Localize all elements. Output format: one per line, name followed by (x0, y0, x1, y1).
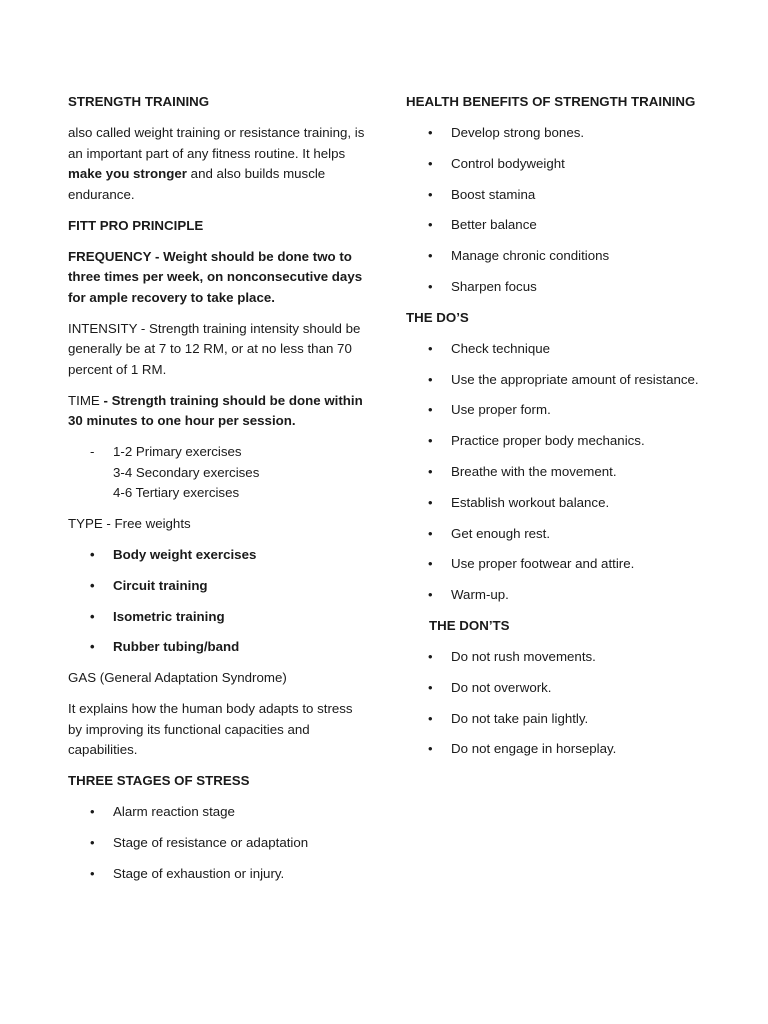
list-item-text: Use proper form. (451, 402, 551, 418)
list-item (68, 802, 368, 823)
list-item-text: Stage of exhaustion or injury. (113, 865, 285, 881)
list-item-text: Alarm reaction stage (113, 804, 235, 820)
list-item-text: Do not engage in horseplay. (451, 741, 617, 757)
exercise-item-primary: 1-2 Primary exercises (113, 444, 242, 459)
intensity-label: INTENSITY (68, 320, 138, 336)
bullet-icon: • (428, 125, 433, 140)
intro-bold-text: make you stronger (68, 166, 187, 181)
time-label: TIME (68, 392, 100, 408)
benefits-list (406, 123, 706, 297)
list-item (406, 123, 706, 144)
list-item (406, 585, 706, 606)
type-paragraph (68, 514, 368, 535)
fitt-pro-heading: FITT PRO PRINCIPLE (68, 217, 204, 233)
list-item (406, 339, 706, 360)
list-item (406, 554, 706, 575)
list-item (406, 524, 706, 545)
strength-training-intro (68, 123, 368, 205)
frequency-paragraph (68, 247, 368, 309)
bullet-icon: • (428, 402, 433, 418)
dos-list (406, 339, 706, 606)
bullet-icon: • (428, 340, 433, 356)
intensity-text: - Strength training intensity should be generally be at 7 to 12 RM, or at no less than 70 percent of 1 RM. (68, 320, 361, 377)
bullet-icon: • (90, 608, 95, 624)
bullet-icon: • (428, 710, 433, 726)
list-item (406, 493, 706, 514)
donts-heading: THE DON’TS (429, 617, 510, 633)
list-item-text: Use the appropriate amount of resistance. (451, 371, 699, 387)
bullet-icon: • (428, 248, 433, 264)
bullet-icon: • (428, 278, 433, 294)
bullet-icon: • (428, 463, 433, 479)
gas-description: It explains how the human body adapts to stress by improving its functional capacities and capabilities. (68, 701, 353, 758)
bullet-icon: • (428, 494, 433, 510)
bullet-icon: • (90, 865, 95, 881)
list-item-text: Stage of resistance or adaptation (113, 834, 309, 850)
list-item (406, 678, 706, 699)
list-item (406, 709, 706, 730)
list-item (68, 833, 368, 854)
gas-heading: GAS (General Adaptation Syndrome) (68, 670, 287, 686)
bullet-icon: • (428, 217, 433, 233)
list-item-text: Boost stamina (451, 186, 536, 202)
bullet-icon: • (428, 741, 433, 757)
bullet-icon: • (428, 679, 433, 695)
list-item-text: Establish workout balance. (451, 494, 610, 510)
list-item-text: Check technique (451, 340, 551, 356)
list-item (68, 607, 368, 628)
list-item (406, 154, 706, 175)
bullet-icon: • (90, 639, 95, 655)
intro-text-2: and also builds muscle endurance. (68, 166, 326, 202)
list-item (406, 215, 706, 236)
left-column (68, 92, 368, 895)
bullet-icon: • (428, 587, 433, 603)
list-item-text: Do not overwork. (451, 679, 552, 695)
list-item (406, 246, 706, 267)
list-item-text: Sharpen focus (451, 278, 537, 294)
list-item-text: Isometric training (113, 608, 225, 624)
list-item-text: Better balance (451, 217, 537, 233)
bullet-icon: • (90, 547, 95, 562)
list-item-text: Rubber tubing/band (113, 639, 240, 655)
exercise-count-list (68, 442, 368, 504)
list-item (68, 545, 368, 566)
bullet-icon: • (428, 433, 433, 449)
bullet-icon: • (90, 834, 95, 850)
bullet-icon: • (90, 804, 95, 820)
exercise-item-secondary: 3-4 Secondary exercises (113, 464, 260, 480)
list-item (406, 400, 706, 421)
list-item (68, 637, 368, 658)
list-item-text: Control bodyweight (451, 155, 565, 171)
list-item-text: Breathe with the movement. (451, 463, 617, 479)
list-item-text: Circuit training (113, 577, 208, 593)
donts-list (406, 647, 706, 760)
list-item (406, 185, 706, 206)
list-item (68, 864, 368, 885)
list-item (406, 431, 706, 452)
strength-training-heading: STRENGTH TRAINING (68, 94, 210, 109)
dos-heading: THE DO’S (406, 309, 469, 325)
list-item-text: Do not rush movements. (451, 648, 596, 664)
bullet-icon: • (428, 556, 433, 572)
list-item-text: Body weight exercises (113, 547, 257, 562)
health-benefits-heading: HEALTH BENEFITS OF STRENGTH TRAINING (406, 94, 696, 109)
list-item (406, 647, 706, 668)
list-item (406, 277, 706, 298)
bullet-icon: • (428, 525, 433, 541)
frequency-label: FREQUENCY (68, 248, 152, 264)
bullet-icon: • (90, 577, 95, 593)
stages-list (68, 802, 368, 884)
intro-text-1: also called weight training or resistance training, is an important part of any fitness routine. It helps (68, 125, 365, 161)
list-item (406, 370, 706, 391)
list-item (406, 462, 706, 483)
type-list (68, 545, 368, 658)
dash-marker: - (90, 444, 95, 459)
frequency-text: - Weight should be done two to three times per week, on nonconsecutive days for ample recovery to take place. (68, 248, 363, 305)
right-column (406, 92, 706, 770)
type-label: TYPE (68, 516, 103, 531)
three-stages-heading: THREE STAGES OF STRESS (68, 773, 250, 789)
time-paragraph (68, 391, 368, 432)
list-item-text: Warm-up. (451, 587, 509, 603)
list-item (406, 739, 706, 760)
list-item-text: Do not take pain lightly. (451, 710, 589, 726)
list-item-text: Get enough rest. (451, 525, 551, 541)
type-text: - Free weights (102, 516, 191, 531)
exercise-item-tertiary: 4-6 Tertiary exercises (113, 485, 240, 500)
list-item-text: Manage chronic conditions (451, 248, 610, 264)
list-item-text: Develop strong bones. (451, 125, 585, 140)
time-text: - Strength training should be done within 30 minutes to one hour per session. (68, 392, 363, 428)
bullet-icon: • (428, 648, 433, 664)
list-item-text: Practice proper body mechanics. (451, 433, 645, 449)
bullet-icon: • (428, 371, 433, 387)
bullet-icon: • (428, 186, 433, 202)
list-item (68, 576, 368, 597)
list-item-text: Use proper footwear and attire. (451, 556, 635, 572)
intensity-paragraph (68, 319, 368, 381)
bullet-icon: • (428, 155, 433, 171)
